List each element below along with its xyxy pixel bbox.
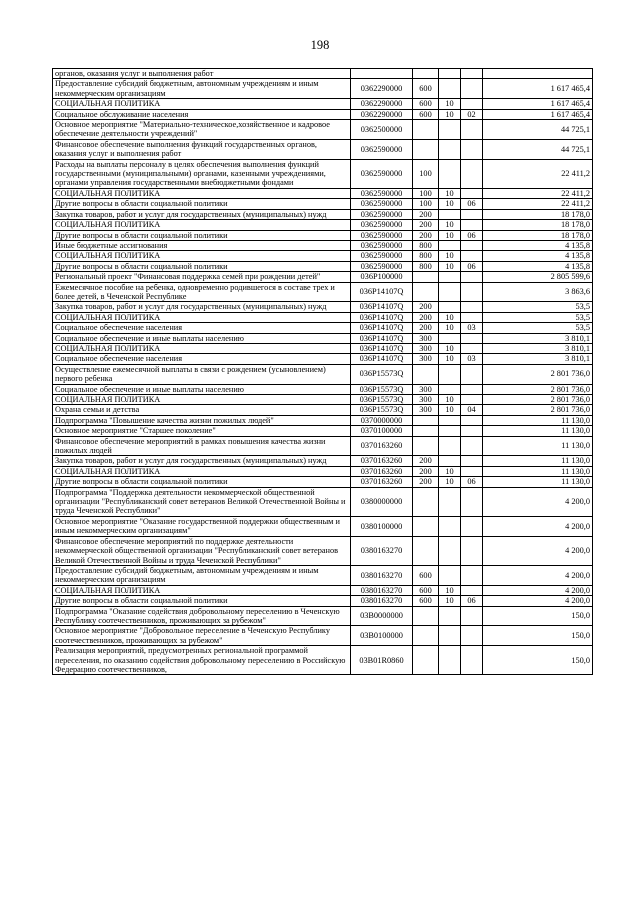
row-name-cell: Финансовое обеспечение мероприятий по поддержке деятельности некоммерческой общественной организации "Республиканский совет ветеранов Великой Отечественной Войны и труда Чеченской Республики" — [53, 536, 351, 565]
row-code-cell: 036P100000 — [351, 272, 413, 282]
row-code-cell: 0380163270 — [351, 585, 413, 595]
row-name-cell: Другие вопросы в области социальной политики — [53, 199, 351, 209]
row-section-cell — [439, 209, 461, 219]
row-amount-cell: 53,5 — [483, 302, 593, 312]
row-name-cell: Социальное обеспечение и иные выплаты населению — [53, 384, 351, 394]
row-expense-type-cell: 300 — [413, 343, 439, 353]
row-expense-type-cell: 100 — [413, 199, 439, 209]
row-name-cell: Финансовое обеспечение выполнения функций государственных органов, оказания услуг и выполнения работ — [53, 139, 351, 159]
row-subsection-cell — [461, 585, 483, 595]
row-code-cell: 0370163260 — [351, 456, 413, 466]
row-code-cell: 0362590000 — [351, 139, 413, 159]
row-expense-type-cell: 600 — [413, 565, 439, 585]
row-subsection-cell — [461, 456, 483, 466]
row-name-cell: Подпрограмма "Повышение качества жизни пожилых людей" — [53, 415, 351, 425]
row-name-cell: Другие вопросы в области социальной политики — [53, 230, 351, 240]
row-name-cell: Основное мероприятие "Старшее поколение" — [53, 426, 351, 436]
row-subsection-cell — [461, 69, 483, 79]
row-code-cell: 0362290000 — [351, 99, 413, 109]
budget-table — [52, 68, 593, 675]
row-expense-type-cell: 800 — [413, 240, 439, 250]
row-amount-cell: 18 178,0 — [483, 230, 593, 240]
table-row — [53, 426, 593, 436]
row-name-cell: Охрана семьи и детства — [53, 405, 351, 415]
row-subsection-cell — [461, 220, 483, 230]
row-section-cell: 10 — [439, 323, 461, 333]
row-subsection-cell — [461, 240, 483, 250]
row-subsection-cell — [461, 466, 483, 476]
row-expense-type-cell: 200 — [413, 456, 439, 466]
table-row — [53, 220, 593, 230]
row-section-cell: 10 — [439, 251, 461, 261]
row-amount-cell: 4 135,8 — [483, 251, 593, 261]
row-code-cell: 0362290000 — [351, 79, 413, 99]
table-row — [53, 516, 593, 536]
row-code-cell: 0362590000 — [351, 209, 413, 219]
table-row — [53, 354, 593, 364]
row-expense-type-cell: 600 — [413, 109, 439, 119]
row-subsection-cell — [461, 516, 483, 536]
row-expense-type-cell — [413, 426, 439, 436]
row-subsection-cell: 06 — [461, 261, 483, 271]
row-section-cell — [439, 626, 461, 646]
row-code-cell: 0362590000 — [351, 230, 413, 240]
row-subsection-cell: 06 — [461, 477, 483, 487]
row-amount-cell: 11 130,0 — [483, 415, 593, 425]
row-expense-type-cell: 600 — [413, 585, 439, 595]
row-expense-type-cell — [413, 606, 439, 626]
row-expense-type-cell: 300 — [413, 333, 439, 343]
row-code-cell: 0362290000 — [351, 109, 413, 119]
row-amount-cell: 4 200,0 — [483, 565, 593, 585]
row-section-cell — [439, 333, 461, 343]
row-name-cell: Другие вопросы в области социальной политики — [53, 261, 351, 271]
table-row — [53, 415, 593, 425]
row-amount-cell: 44 725,1 — [483, 139, 593, 159]
row-expense-type-cell: 300 — [413, 395, 439, 405]
table-row — [53, 240, 593, 250]
table-row — [53, 69, 593, 79]
row-name-cell: СОЦИАЛЬНАЯ ПОЛИТИКА — [53, 395, 351, 405]
row-name-cell: СОЦИАЛЬНАЯ ПОЛИТИКА — [53, 251, 351, 261]
table-row — [53, 456, 593, 466]
row-section-cell — [439, 436, 461, 456]
row-section-cell — [439, 384, 461, 394]
row-amount-cell: 53,5 — [483, 312, 593, 322]
row-expense-type-cell: 800 — [413, 251, 439, 261]
budget-table-body — [53, 69, 593, 675]
table-row — [53, 565, 593, 585]
row-name-cell: Закупка товаров, работ и услуг для государственных (муниципальных) нужд — [53, 209, 351, 219]
row-subsection-cell — [461, 426, 483, 436]
row-section-cell: 10 — [439, 109, 461, 119]
row-amount-cell: 2 801 736,0 — [483, 395, 593, 405]
row-expense-type-cell: 200 — [413, 302, 439, 312]
row-section-cell — [439, 426, 461, 436]
row-subsection-cell: 03 — [461, 323, 483, 333]
row-section-cell: 10 — [439, 343, 461, 353]
row-amount-cell: 18 178,0 — [483, 209, 593, 219]
row-amount-cell: 4 135,8 — [483, 240, 593, 250]
row-section-cell: 10 — [439, 477, 461, 487]
table-row — [53, 646, 593, 675]
row-name-cell: Финансовое обеспечение мероприятий в рамках повышения качества жизни пожилых людей — [53, 436, 351, 456]
row-expense-type-cell — [413, 487, 439, 516]
row-name-cell: Социальное обслуживание населения — [53, 109, 351, 119]
row-expense-type-cell — [413, 436, 439, 456]
table-row — [53, 364, 593, 384]
table-row — [53, 466, 593, 476]
row-amount-cell: 4 200,0 — [483, 516, 593, 536]
row-code-cell: 036P14107Q — [351, 323, 413, 333]
row-name-cell: Региональный проект "Финансовая поддержка семей при рождении детей" — [53, 272, 351, 282]
row-amount-cell: 18 178,0 — [483, 220, 593, 230]
row-amount-cell: 22 411,2 — [483, 199, 593, 209]
row-code-cell: 0380100000 — [351, 516, 413, 536]
row-expense-type-cell — [413, 282, 439, 302]
table-row — [53, 199, 593, 209]
row-subsection-cell — [461, 606, 483, 626]
row-section-cell — [439, 282, 461, 302]
row-expense-type-cell — [413, 536, 439, 565]
row-section-cell — [439, 79, 461, 99]
table-row — [53, 323, 593, 333]
row-expense-type-cell — [413, 516, 439, 536]
row-subsection-cell — [461, 646, 483, 675]
table-row — [53, 536, 593, 565]
row-name-cell: Социальное обеспечение населения — [53, 354, 351, 364]
row-subsection-cell — [461, 79, 483, 99]
table-row — [53, 282, 593, 302]
row-amount-cell: 11 130,0 — [483, 436, 593, 456]
row-expense-type-cell — [413, 626, 439, 646]
row-section-cell: 10 — [439, 220, 461, 230]
row-code-cell: 0362590000 — [351, 261, 413, 271]
row-name-cell: Социальное обеспечение и иные выплаты населению — [53, 333, 351, 343]
row-code-cell: 036P15573Q — [351, 364, 413, 384]
row-code-cell: 0380163270 — [351, 596, 413, 606]
row-name-cell: органов, оказания услуг и выполнения работ — [53, 69, 351, 79]
row-section-cell — [439, 272, 461, 282]
row-amount-cell: 2 805 599,6 — [483, 272, 593, 282]
row-amount-cell: 4 200,0 — [483, 487, 593, 516]
row-subsection-cell — [461, 343, 483, 353]
row-amount-cell: 4 135,8 — [483, 261, 593, 271]
row-subsection-cell — [461, 395, 483, 405]
row-name-cell: Расходы на выплаты персоналу в целях обеспечения выполнения функций государственными (муниципальными) органами, казенными учреждениями, органами управления государственными внебюджетными фондами — [53, 159, 351, 188]
row-name-cell: Другие вопросы в области социальной политики — [53, 477, 351, 487]
row-expense-type-cell: 300 — [413, 384, 439, 394]
row-subsection-cell — [461, 565, 483, 585]
row-section-cell — [439, 69, 461, 79]
row-code-cell: 0370163260 — [351, 466, 413, 476]
row-code-cell: 0370100000 — [351, 426, 413, 436]
row-expense-type-cell: 100 — [413, 188, 439, 198]
row-expense-type-cell — [413, 69, 439, 79]
row-subsection-cell — [461, 272, 483, 282]
row-expense-type-cell: 600 — [413, 79, 439, 99]
table-row — [53, 384, 593, 394]
row-section-cell: 10 — [439, 188, 461, 198]
table-row — [53, 436, 593, 456]
row-code-cell: 036P14107Q — [351, 333, 413, 343]
table-row — [53, 79, 593, 99]
row-code-cell: 036P14107Q — [351, 302, 413, 312]
row-section-cell — [439, 456, 461, 466]
row-amount-cell: 4 200,0 — [483, 585, 593, 595]
row-section-cell — [439, 139, 461, 159]
row-expense-type-cell: 200 — [413, 477, 439, 487]
row-amount-cell: 3 810,1 — [483, 343, 593, 353]
row-expense-type-cell — [413, 272, 439, 282]
row-subsection-cell — [461, 282, 483, 302]
row-name-cell: СОЦИАЛЬНАЯ ПОЛИТИКА — [53, 585, 351, 595]
row-code-cell: 0362590000 — [351, 240, 413, 250]
row-code-cell: 0370163260 — [351, 436, 413, 456]
row-subsection-cell — [461, 364, 483, 384]
row-code-cell: 036P14107Q — [351, 343, 413, 353]
row-name-cell: СОЦИАЛЬНАЯ ПОЛИТИКА — [53, 188, 351, 198]
row-section-cell — [439, 646, 461, 675]
table-row — [53, 395, 593, 405]
row-expense-type-cell: 300 — [413, 405, 439, 415]
row-name-cell: Предоставление субсидий бюджетным, автономным учреждениям и иным некоммерческим организациям — [53, 565, 351, 585]
row-section-cell — [439, 536, 461, 565]
row-amount-cell: 1 617 465,4 — [483, 79, 593, 99]
row-section-cell — [439, 120, 461, 140]
row-subsection-cell — [461, 415, 483, 425]
row-amount-cell: 4 200,0 — [483, 536, 593, 565]
row-code-cell: 0380163270 — [351, 536, 413, 565]
table-row — [53, 596, 593, 606]
row-subsection-cell: 04 — [461, 405, 483, 415]
row-name-cell: СОЦИАЛЬНАЯ ПОЛИТИКА — [53, 99, 351, 109]
row-amount-cell: 53,5 — [483, 323, 593, 333]
row-amount-cell: 2 801 736,0 — [483, 384, 593, 394]
row-expense-type-cell: 200 — [413, 209, 439, 219]
table-row — [53, 251, 593, 261]
row-name-cell: Подпрограмма "Поддержка деятельности некоммерческой общественной организации "Республиканский совет ветеранов Великой Отечественной Войны и труда Чеченской Республики" — [53, 487, 351, 516]
row-subsection-cell — [461, 487, 483, 516]
table-row — [53, 120, 593, 140]
row-section-cell: 10 — [439, 261, 461, 271]
row-section-cell: 10 — [439, 596, 461, 606]
row-amount-cell: 22 411,2 — [483, 159, 593, 188]
row-subsection-cell — [461, 536, 483, 565]
row-subsection-cell — [461, 188, 483, 198]
row-expense-type-cell: 200 — [413, 230, 439, 240]
row-expense-type-cell — [413, 364, 439, 384]
table-row — [53, 585, 593, 595]
row-amount-cell: 4 200,0 — [483, 596, 593, 606]
row-amount-cell — [483, 69, 593, 79]
row-code-cell: 0362590000 — [351, 199, 413, 209]
row-amount-cell: 2 801 736,0 — [483, 405, 593, 415]
row-amount-cell: 3 810,1 — [483, 333, 593, 343]
row-amount-cell: 150,0 — [483, 606, 593, 626]
row-subsection-cell — [461, 436, 483, 456]
table-row — [53, 343, 593, 353]
row-name-cell: Закупка товаров, работ и услуг для государственных (муниципальных) нужд — [53, 456, 351, 466]
row-section-cell: 10 — [439, 199, 461, 209]
row-name-cell: Осуществление ежемесячной выплаты в связи с рождением (усыновлением) первого ребенка — [53, 364, 351, 384]
row-code-cell: 0370163260 — [351, 477, 413, 487]
row-code-cell: 036P15573Q — [351, 384, 413, 394]
row-name-cell: СОЦИАЛЬНАЯ ПОЛИТИКА — [53, 343, 351, 353]
row-expense-type-cell: 600 — [413, 99, 439, 109]
row-expense-type-cell — [413, 139, 439, 159]
row-subsection-cell — [461, 302, 483, 312]
row-section-cell — [439, 565, 461, 585]
table-row — [53, 188, 593, 198]
row-name-cell: Основное мероприятие "Материально-техническое,хозяйственное и кадровое обеспечение деятельности учреждений" — [53, 120, 351, 140]
row-section-cell: 10 — [439, 230, 461, 240]
row-amount-cell: 150,0 — [483, 626, 593, 646]
row-code-cell: 036P15573Q — [351, 395, 413, 405]
row-subsection-cell — [461, 384, 483, 394]
row-code-cell: 0362590000 — [351, 251, 413, 261]
row-subsection-cell — [461, 159, 483, 188]
row-code-cell — [351, 69, 413, 79]
table-row — [53, 99, 593, 109]
row-expense-type-cell: 200 — [413, 312, 439, 322]
row-code-cell: 03B0000000 — [351, 606, 413, 626]
table-row — [53, 477, 593, 487]
row-amount-cell: 11 130,0 — [483, 466, 593, 476]
row-subsection-cell: 06 — [461, 596, 483, 606]
row-section-cell — [439, 159, 461, 188]
row-expense-type-cell: 100 — [413, 159, 439, 188]
row-section-cell: 10 — [439, 405, 461, 415]
row-amount-cell: 3 810,1 — [483, 354, 593, 364]
row-expense-type-cell — [413, 415, 439, 425]
table-row — [53, 272, 593, 282]
row-name-cell: Основное мероприятие "Оказание государственной поддержки общественным и иным некоммерческим организациям" — [53, 516, 351, 536]
row-amount-cell: 150,0 — [483, 646, 593, 675]
row-code-cell: 0380163270 — [351, 565, 413, 585]
row-name-cell: Другие вопросы в области социальной политики — [53, 596, 351, 606]
table-row — [53, 302, 593, 312]
row-subsection-cell: 02 — [461, 109, 483, 119]
row-amount-cell: 44 725,1 — [483, 120, 593, 140]
row-amount-cell: 11 130,0 — [483, 477, 593, 487]
row-name-cell: Иные бюджетные ассигнования — [53, 240, 351, 250]
row-expense-type-cell: 300 — [413, 354, 439, 364]
table-row — [53, 312, 593, 322]
row-amount-cell: 11 130,0 — [483, 426, 593, 436]
row-amount-cell: 3 863,6 — [483, 282, 593, 302]
row-code-cell: 036P14107Q — [351, 282, 413, 302]
table-row — [53, 261, 593, 271]
row-subsection-cell — [461, 209, 483, 219]
row-code-cell: 0370000000 — [351, 415, 413, 425]
row-section-cell: 10 — [439, 395, 461, 405]
row-subsection-cell — [461, 139, 483, 159]
row-amount-cell: 11 130,0 — [483, 456, 593, 466]
row-expense-type-cell — [413, 120, 439, 140]
row-subsection-cell — [461, 251, 483, 261]
row-name-cell: Ежемесячное пособие на ребенка, одновременно родившегося в составе трех и более детей, в Чеченской Республике — [53, 282, 351, 302]
row-expense-type-cell: 200 — [413, 220, 439, 230]
row-section-cell: 10 — [439, 99, 461, 109]
row-subsection-cell: 03 — [461, 354, 483, 364]
table-row — [53, 626, 593, 646]
row-expense-type-cell: 200 — [413, 466, 439, 476]
row-subsection-cell — [461, 333, 483, 343]
row-expense-type-cell — [413, 646, 439, 675]
row-section-cell — [439, 240, 461, 250]
row-section-cell — [439, 487, 461, 516]
row-name-cell: Подпрограмма "Оказание содействия добровольному переселению в Чеченскую Республику соотечественников, проживающих за рубежом" — [53, 606, 351, 626]
row-code-cell: 0362590000 — [351, 220, 413, 230]
row-expense-type-cell: 600 — [413, 596, 439, 606]
row-expense-type-cell: 200 — [413, 323, 439, 333]
row-subsection-cell: 06 — [461, 230, 483, 240]
row-section-cell: 10 — [439, 354, 461, 364]
row-section-cell — [439, 606, 461, 626]
row-code-cell: 03B01R0860 — [351, 646, 413, 675]
table-row — [53, 333, 593, 343]
table-row — [53, 159, 593, 188]
table-row — [53, 209, 593, 219]
row-section-cell — [439, 415, 461, 425]
table-row — [53, 606, 593, 626]
table-row — [53, 230, 593, 240]
row-amount-cell: 2 801 736,0 — [483, 364, 593, 384]
row-amount-cell: 22 411,2 — [483, 188, 593, 198]
row-subsection-cell: 06 — [461, 199, 483, 209]
row-subsection-cell — [461, 120, 483, 140]
row-name-cell: Предоставление субсидий бюджетным, автономным учреждениям и иным некоммерческим организациям — [53, 79, 351, 99]
row-name-cell: Основное мероприятие "Добровольное переселение в Чеченскую Республику соотечественников, проживающих за рубежом" — [53, 626, 351, 646]
row-name-cell: СОЦИАЛЬНАЯ ПОЛИТИКА — [53, 466, 351, 476]
row-section-cell — [439, 302, 461, 312]
row-section-cell — [439, 364, 461, 384]
row-name-cell: Социальное обеспечение населения — [53, 323, 351, 333]
row-section-cell: 10 — [439, 466, 461, 476]
row-name-cell: Закупка товаров, работ и услуг для государственных (муниципальных) нужд — [53, 302, 351, 312]
row-expense-type-cell: 800 — [413, 261, 439, 271]
row-amount-cell: 1 617 465,4 — [483, 99, 593, 109]
row-code-cell: 036P14107Q — [351, 354, 413, 364]
row-code-cell: 0362500000 — [351, 120, 413, 140]
row-code-cell: 036P15573Q — [351, 405, 413, 415]
row-code-cell: 03B0100000 — [351, 626, 413, 646]
row-section-cell — [439, 516, 461, 536]
row-name-cell: СОЦИАЛЬНАЯ ПОЛИТИКА — [53, 220, 351, 230]
table-row — [53, 109, 593, 119]
table-row — [53, 139, 593, 159]
row-code-cell: 0380000000 — [351, 487, 413, 516]
row-subsection-cell — [461, 312, 483, 322]
row-code-cell: 036P14107Q — [351, 312, 413, 322]
table-row — [53, 405, 593, 415]
row-subsection-cell — [461, 99, 483, 109]
row-amount-cell: 1 617 465,4 — [483, 109, 593, 119]
table-row — [53, 487, 593, 516]
row-name-cell: СОЦИАЛЬНАЯ ПОЛИТИКА — [53, 312, 351, 322]
row-code-cell: 0362590000 — [351, 159, 413, 188]
row-code-cell: 0362590000 — [351, 188, 413, 198]
row-section-cell: 10 — [439, 585, 461, 595]
page-number: 198 — [310, 38, 330, 52]
row-subsection-cell — [461, 626, 483, 646]
row-section-cell: 10 — [439, 312, 461, 322]
row-name-cell: Реализация мероприятий, предусмотренных региональной программой переселения, по оказанию содействия добровольному переселению в Российскую Федерацию соотечественников, — [53, 646, 351, 675]
